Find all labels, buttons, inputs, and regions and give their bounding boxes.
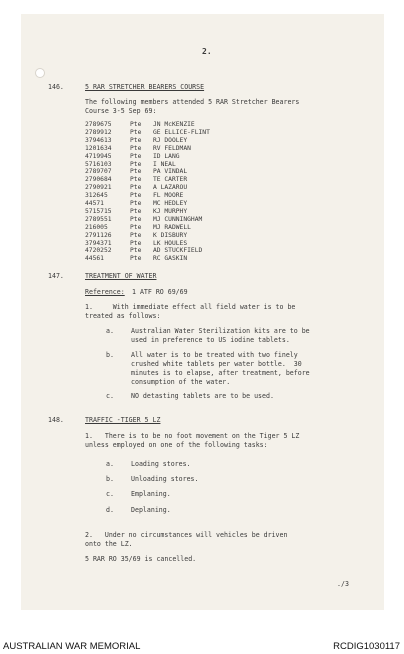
member-rank: Pte <box>130 239 142 247</box>
member-number: 312645 <box>85 192 108 200</box>
paragraph-line: unless employed on one of the following tasks: <box>85 441 268 449</box>
member-name: ID LANG <box>153 152 180 160</box>
member-rank: Pte <box>130 176 142 184</box>
member-name: MC HEDLEY <box>153 200 188 207</box>
member-number: 2789551 <box>85 215 112 223</box>
member-name: RV FELDMAN <box>153 144 191 152</box>
member-rank: Pte <box>130 247 142 255</box>
member-number: 3794613 <box>85 136 112 144</box>
member-name: RC GASKIN <box>153 255 188 263</box>
document-page <box>21 14 384 610</box>
member-rank: Pte <box>130 184 142 192</box>
member-name: KJ MURPHY <box>153 207 188 215</box>
member-number: 4719945 <box>85 152 112 160</box>
subpara-label: a. <box>106 327 114 335</box>
member-number: 2790921 <box>85 184 112 192</box>
subpara-line: Australian Water Sterilization kits are to be <box>131 327 310 335</box>
task-text: Emplaning. <box>131 490 171 498</box>
member-rank: Pte <box>130 255 142 263</box>
task-text: Deplaning. <box>131 506 171 514</box>
member-name: K DISBURY <box>153 231 188 239</box>
member-rank: Pte <box>130 152 142 160</box>
paragraph-line: 1. There is to be no foot movement on the Tiger 5 LZ <box>85 432 300 440</box>
member-number: 2791126 <box>85 231 112 239</box>
member-rank: Pte <box>130 223 142 231</box>
subpara-line: NO detasting tablets are to be used. <box>131 392 274 400</box>
footer-left: AUSTRALIAN WAR MEMORIAL <box>3 641 141 652</box>
member-name: TE CARTER <box>153 176 188 184</box>
member-name: MJ RADWELL <box>153 223 191 231</box>
task-label: c. <box>106 490 114 498</box>
member-number: 2789707 <box>85 168 112 176</box>
member-name: AD STUCKFIELD <box>153 247 203 255</box>
task-text: Loading stores. <box>131 460 191 468</box>
subpara-label: b. <box>106 351 114 359</box>
member-number: 44561 <box>85 255 104 263</box>
member-number: 44571 <box>85 200 104 207</box>
task-label: d. <box>106 506 114 514</box>
member-number: 5716103 <box>85 160 112 168</box>
member-name: PA VINDAL <box>153 168 188 176</box>
continuation-marker: ./3 <box>337 580 349 588</box>
page-number: 2. <box>202 47 212 56</box>
member-rank: Pte <box>130 231 142 239</box>
member-number: 2789912 <box>85 128 112 136</box>
member-rank: Pte <box>130 200 142 207</box>
member-number: 4720252 <box>85 247 112 255</box>
member-name: JN McKENZIE <box>153 121 195 128</box>
paragraph-line: 2. Under no circumstances will vehicles be driven <box>85 531 288 539</box>
paragraph-line: 5 RAR RO 35/69 is cancelled. <box>85 555 197 563</box>
member-name: A LAZAROU <box>153 184 188 192</box>
member-rank: Pte <box>130 144 142 152</box>
paragraph-line: 1. With immediate effect all field water is to be <box>85 303 296 311</box>
member-rank: Pte <box>130 207 142 215</box>
section-title: TREATMENT OF WATER <box>85 272 157 280</box>
subpara-line: All water is to be treated with two finely <box>131 351 298 359</box>
member-rank: Pte <box>130 215 142 223</box>
punch-hole <box>35 68 45 78</box>
footer-bar <box>0 639 404 654</box>
paragraph-line: The following members attended 5 RAR Stretcher Bearers <box>85 98 300 106</box>
task-label: b. <box>106 475 114 483</box>
section-title: 5 RAR STRETCHER BEARERS COURSE <box>85 83 205 91</box>
paragraph-line: treated as follows: <box>85 312 161 320</box>
paragraph-line: Course 3-5 Sep 69: <box>85 107 157 115</box>
task-label: a. <box>106 460 114 468</box>
member-number: 5715715 <box>85 207 112 215</box>
task-text: Unloading stores. <box>131 475 199 483</box>
reference-value: 1 ATF RO 69/69 <box>132 288 188 296</box>
subpara-label: c. <box>106 392 114 400</box>
member-rank: Pte <box>130 136 142 144</box>
member-name: RJ DOOLEY <box>153 136 188 144</box>
section-title: TRAFFIC -TIGER 5 LZ <box>85 416 161 424</box>
section-number: 148. <box>48 416 64 424</box>
member-number: 3794371 <box>85 239 112 247</box>
member-name: GE ELLICE-FLINT <box>153 128 210 136</box>
member-number: 216005 <box>85 223 108 231</box>
member-rank: Pte <box>130 121 142 128</box>
member-number: 2789675 <box>85 121 112 128</box>
subpara-line: used in preference to US iodine tablets. <box>131 336 290 344</box>
member-rank: Pte <box>130 192 142 200</box>
subpara-line: minutes is to elapse, after treatment, before <box>131 369 310 377</box>
member-name: FL MOORE <box>153 192 184 200</box>
member-rank: Pte <box>130 160 142 168</box>
member-number: 1201634 <box>85 144 112 152</box>
subpara-line: consumption of the water. <box>131 378 231 386</box>
member-name: LK HOULES <box>153 239 188 247</box>
member-name: MJ CUNNINGHAM <box>153 215 203 223</box>
section-number: 147. <box>48 272 64 280</box>
reference-label: Reference: <box>85 288 125 296</box>
member-number: 2790684 <box>85 176 112 184</box>
member-rank: Pte <box>130 128 142 136</box>
footer-right: RCDIG1030117 <box>333 641 400 652</box>
subpara-line: crushed white tablets per water bottle. 30 <box>131 360 302 368</box>
section-number: 146. <box>48 83 64 91</box>
paragraph-line: onto the LZ. <box>85 540 133 548</box>
member-rank: Pte <box>130 168 142 176</box>
member-name: I NEAL <box>153 160 176 168</box>
